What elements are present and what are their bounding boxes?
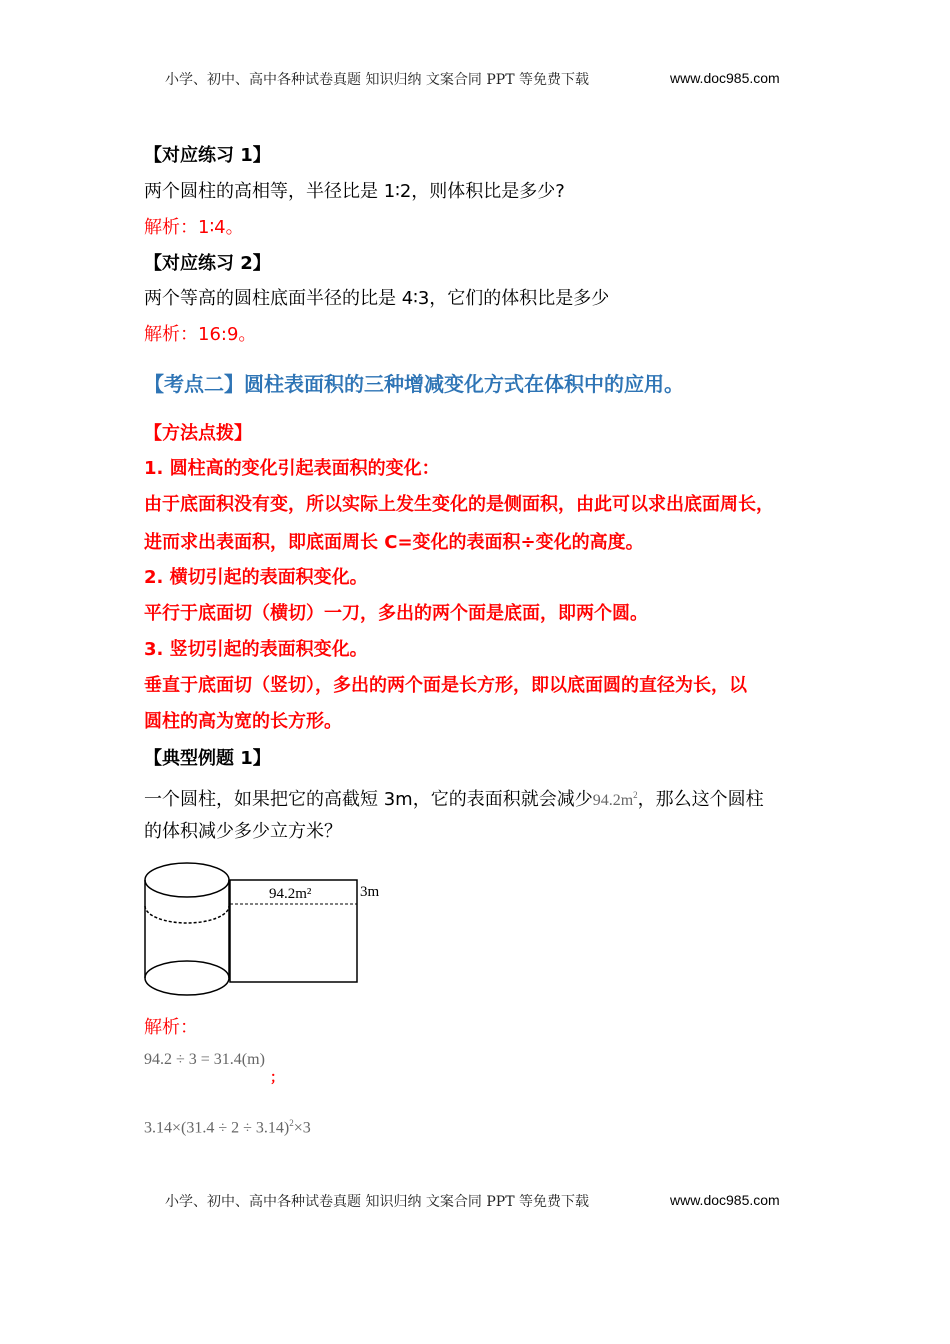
question-text: 一个圆柱，如果把它的高截短 3m，它的表面积就会减少 <box>144 789 593 810</box>
method-line: 由于底面积没有变，所以实际上发生变化的是侧面积，由此可以求出底面周长， <box>144 494 774 515</box>
method-line: 3. 竖切引起的表面积变化。 <box>144 639 368 660</box>
cylinder-bottom-ellipse <box>145 961 229 995</box>
height-label: 3m <box>360 884 380 900</box>
practice2-question: 两个等高的圆柱底面半径的比是 4∶3，它们的体积比是多少 <box>144 288 610 309</box>
practice2-answer: 解析：16:9。 <box>144 324 257 345</box>
step2-main: 3.14×(31.4 ÷ 2 ÷ 3.14) <box>144 1119 290 1137</box>
step2-sup: 2 <box>289 1118 294 1128</box>
method-line: 垂直于底面切（竖切），多出的两个面是长方形，即以底面圆的直径为长，以 <box>144 675 747 696</box>
method-line: 进而求出表面积，即底面周长 C=变化的表面积÷变化的高度。 <box>144 532 644 553</box>
question-text: ，那么这个圆柱 <box>637 789 764 810</box>
cylinder-diagram <box>143 860 393 1000</box>
method-line: 圆柱的高为宽的长方形。 <box>144 711 342 732</box>
page-header-text: 小学、初中、高中各种试卷真题 知识归纳 文案合同 PPT 等免费下载 <box>165 72 589 88</box>
cylinder-top-ellipse <box>145 863 229 897</box>
page-header-url: www.doc985.com <box>670 70 780 86</box>
solution-step1: 94.2 ÷ 3 = 31.4(m) <box>144 1051 265 1068</box>
practice2-title: 【对应练习 2】 <box>144 253 271 274</box>
practice1-title: 【对应练习 1】 <box>144 145 271 166</box>
cut-line-cylinder <box>145 906 229 923</box>
question-math-sup: 2 <box>633 790 638 800</box>
question-math: 94.2m <box>592 792 634 809</box>
cylinder-sides <box>145 880 229 978</box>
practice1-answer: 解析：1∶4。 <box>144 217 244 238</box>
method-title: 【方法点拨】 <box>144 423 252 444</box>
method-line: 平行于底面切（横切）一刀，多出的两个面是底面，即两个圆。 <box>144 603 648 624</box>
example1-question-line1 <box>144 783 764 813</box>
method-line: 2. 横切引起的表面积变化。 <box>144 567 368 588</box>
page-footer-text: 小学、初中、高中各种试卷真题 知识归纳 文案合同 PPT 等免费下载 <box>165 1194 589 1210</box>
section-heading: 【考点二】圆柱表面积的三种增减变化方式在体积中的应用。 <box>144 372 684 396</box>
practice1-question: 两个圆柱的高相等，半径比是 1∶2，则体积比是多少? <box>144 181 565 202</box>
example1-title: 【典型例题 1】 <box>144 748 271 769</box>
area-label: 94.2m² <box>269 886 312 902</box>
method-line: 1. 圆柱高的变化引起表面积的变化： <box>144 458 440 479</box>
example1-question-line2: 的体积减少多少立方米？ <box>144 821 342 842</box>
solution-semicolon: ； <box>270 1070 284 1086</box>
step2-tail: ×3 <box>293 1119 311 1137</box>
solution-step2 <box>144 1111 311 1140</box>
page-footer-url: www.doc985.com <box>670 1192 780 1208</box>
example1-answer-label: 解析： <box>144 1017 198 1038</box>
